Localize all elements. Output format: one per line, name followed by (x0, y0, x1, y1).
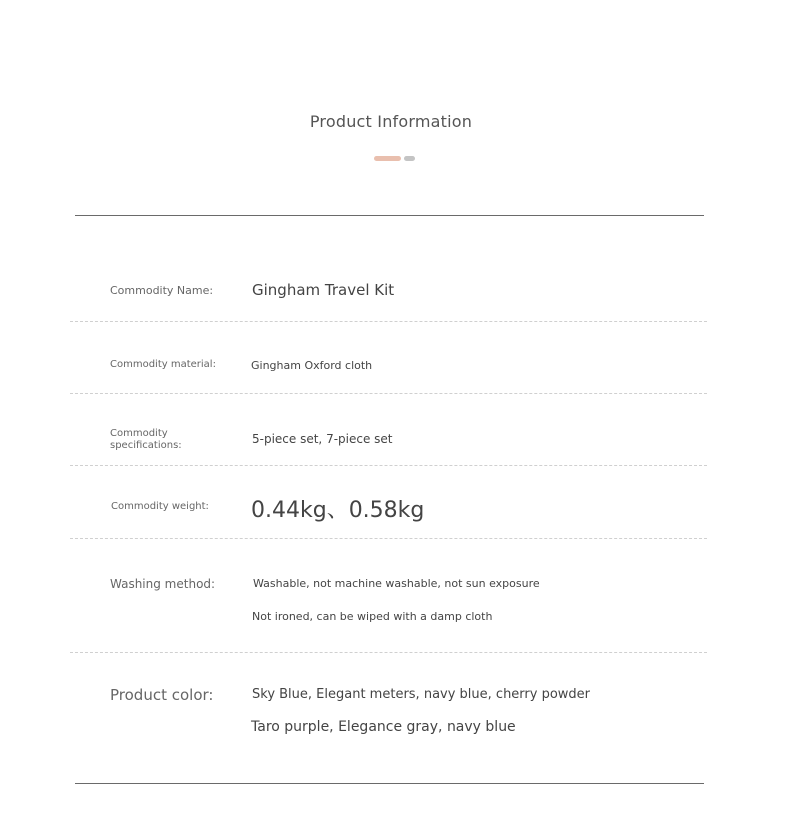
row-divider (70, 321, 707, 322)
commodity-name-value: Gingham Travel Kit (252, 281, 395, 299)
specifications-label-line2: specifications: (110, 440, 182, 451)
washing-method-line2: Not ironed, can be wiped with a damp cloth (252, 610, 493, 623)
commodity-specifications-value: 5-piece set, 7-piece set (252, 432, 393, 446)
bottom-divider (75, 783, 704, 784)
product-color-line1: Sky Blue, Elegant meters, navy blue, cherry powder (252, 687, 591, 702)
row-divider (70, 652, 707, 653)
title-accent-bar (374, 156, 401, 161)
row-divider (70, 465, 707, 466)
page-title: Product Information (309, 112, 473, 131)
commodity-weight-value: 0.44kg、0.58kg (251, 498, 425, 523)
row-divider (70, 538, 707, 539)
specifications-label-line1: Commodity (110, 428, 168, 439)
commodity-specifications-label (110, 428, 182, 452)
row-divider (70, 393, 707, 394)
product-color-line2: Taro purple, Elegance gray, navy blue (251, 719, 516, 735)
commodity-weight-label: Commodity weight: (111, 501, 209, 512)
washing-method-label: Washing method: (110, 577, 216, 591)
product-color-label: Product color: (110, 686, 214, 704)
commodity-material-label: Commodity material: (110, 359, 216, 370)
title-accent-dot (404, 156, 415, 161)
top-divider (75, 215, 704, 216)
commodity-material-value: Gingham Oxford cloth (251, 359, 373, 372)
washing-method-line1: Washable, not machine washable, not sun exposure (253, 577, 540, 590)
commodity-name-label: Commodity Name: (110, 284, 214, 297)
